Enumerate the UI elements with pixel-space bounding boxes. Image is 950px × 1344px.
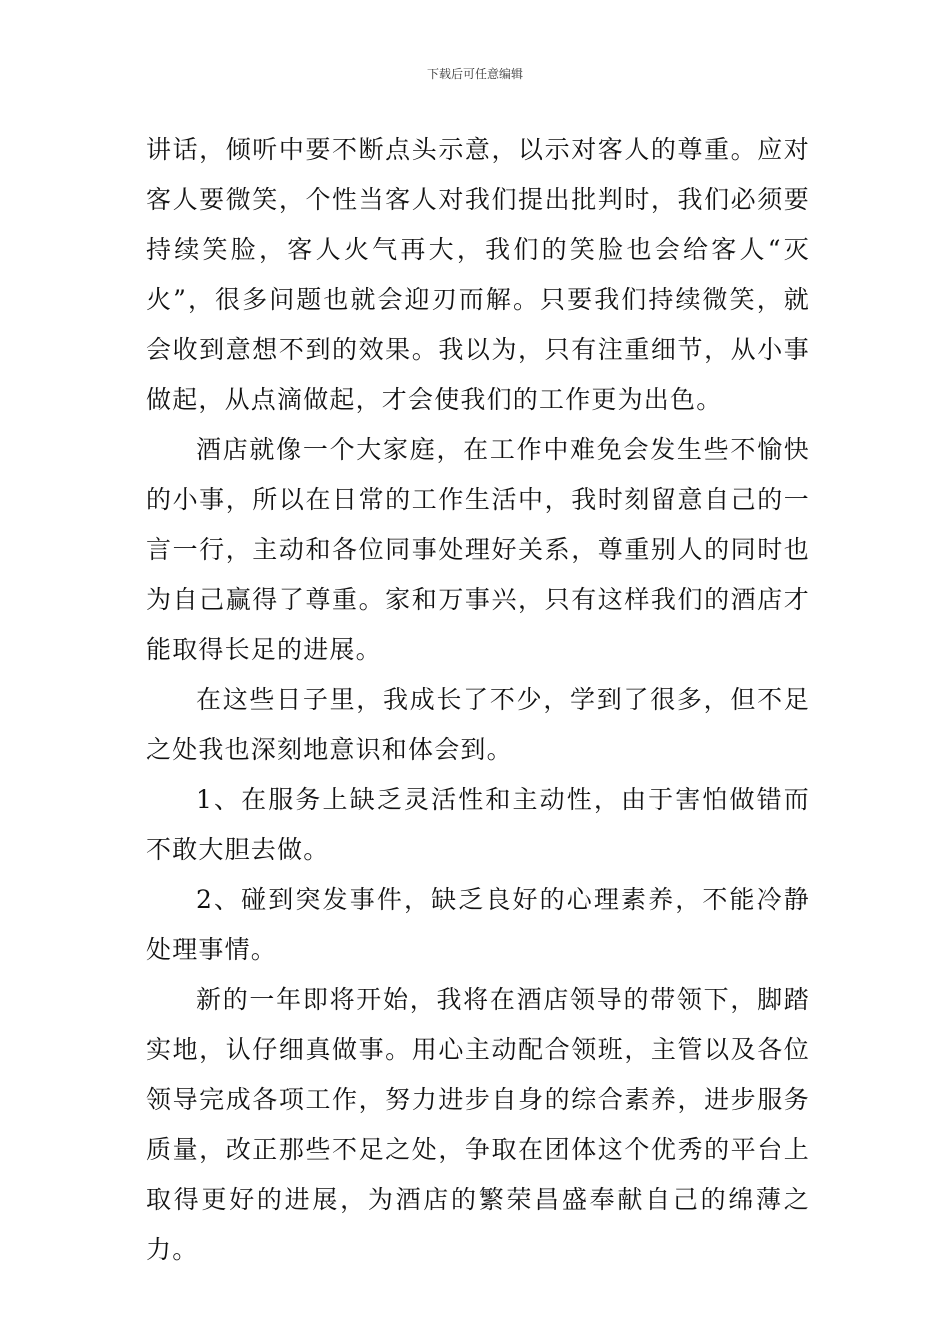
list-item-shortcoming-1: 1、在服务上缺乏灵活性和主动性，由于害怕做错而不敢大胆去做。 [146,785,810,864]
paragraph-hotel-family: 酒店就像一个大家庭，在工作中难免会发生些不愉快的小事，所以在日常的工作生活中，我时刻留意自己的一言一行，主动和各位同事处理好关系，尊重别人的同时也为自己赢得了尊重。家和万事兴，只有这样我们的酒店才能取得长足的进展。 [146,435,810,664]
paragraph-continuation: 讲话，倾听中要不断点头示意，以示对客人的尊重。应对客人要微笑，个性当客人对我们提出批判时，我们必须要持续笑脸，客人火气再大，我们的笑脸也会给客人“灭火”，很多问题也就会迎刃而解。只要我们持续微笑，就会收到意想不到的效果。我以为，只有注重细节，从小事做起，从点滴做起，才会使我们的工作更为出色。 [146,135,810,414]
page-header: 下载后可任意编辑 [426,67,523,81]
list-item-shortcoming-2: 2、碰到突发事件，缺乏良好的心理素养，不能冷静处理事情。 [146,885,810,964]
paragraph-growth: 在这些日子里，我成长了不少，学到了很多，但不足之处我也深刻地意识和体会到。 [146,685,810,764]
document-body [146,125,810,1275]
paragraph-new-year: 新的一年即将开始，我将在酒店领导的带领下，脚踏实地，认仔细真做事。用心主动配合领班，主管以及各位领导完成各项工作，努力进步自身的综合素养，进步服务质量，改正那些不足之处，争取在团体这个优秀的平台上取得更好的进展，为酒店的繁荣昌盛奉献自己的绵薄之力。 [146,985,810,1264]
